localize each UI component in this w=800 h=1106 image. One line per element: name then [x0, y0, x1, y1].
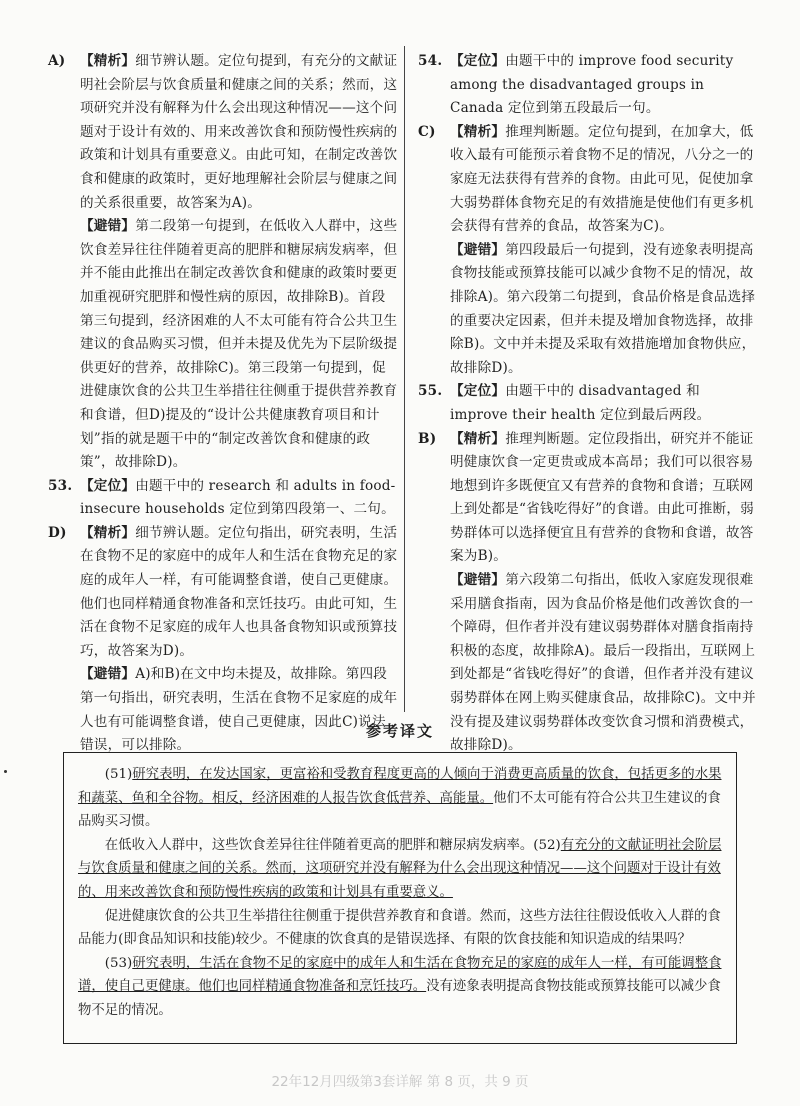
answer-d-avoid	[48, 663, 398, 757]
analysis-text: 细节辨认题。定位句指出，研究表明，生活在食物不足的家庭中的成年人和生活在食物充足的家庭的成年人一样，有可能调整食谱，使自己更健康。他们也同样精通食物准备和烹饪技巧。由此可知，生活在食物不足家庭的成年人也具备食物知识或预算技巧，故答案为D)。	[80, 524, 398, 659]
answer-letter: C)	[418, 123, 436, 140]
sentence-mark: (51)	[104, 767, 133, 782]
avoid-text: 第二段第一句提到，在低收入人群中，这些饮食差异往往伴随着更高的肥胖和糖尿病发病率，但并不能由此推出在制定改善饮食和健康的政策时要更加重视研究肥胖和慢性病的原因，故排除B)。首段第三句提到，经济困难的人不太可能有符合公共卫生建议的食品购买习惯，但并未提及优先为下层阶级提供更好的营养，故排除C)。第三段第一句提到，促进健康饮食的公共卫生举措往往侧重于提供营养教育和食谱，但D)提及的“设计公共健康教育项目和计划”指的就是题干中的“制定改善饮食和健康的政策”，故排除D)。	[80, 218, 398, 471]
locate-text: 由题干中的 improve food security among the disadvantaged groups in Canada 定位到第五段最后一句。	[450, 53, 734, 117]
answer-c-avoid	[418, 239, 758, 381]
translation-paragraph-4	[78, 952, 722, 1023]
question-53-locate	[48, 475, 398, 522]
locate-text: 由题干中的 research 和 adults in food-insecure households 定位到第四段第一、二句。	[80, 477, 396, 518]
answer-a-analysis	[48, 50, 398, 215]
avoid-tag: 【避错】	[80, 218, 136, 235]
analysis-tag: 【精析】	[80, 53, 136, 69]
column-divider	[404, 46, 405, 712]
plain-text: 没有迹象表明提高食物技能或预算技能可以减少食物不足的情况。	[78, 979, 721, 1018]
answer-c-analysis	[418, 121, 758, 239]
question-number: 54.	[418, 53, 443, 69]
page-footer: 22年12月四级第3套详解 第 8 页，共 9 页	[271, 1074, 529, 1090]
analysis-text: 细节辨认题。定位句提到，有充分的文献证明社会阶层与饮食质量和健康之间的关系；然而，这项研究并没有解释为什么会出现这种情况——这个问题对于设计有效的、用来改善饮食和预防慢性疾病的政策和计划具有重要意义。由此可知，在制定改善饮食和健康的政策时，更好地理解社会阶层与健康之间的关系很重要，故答案为A)。	[80, 53, 398, 211]
translation-paragraph-2	[78, 834, 722, 905]
plain-text: 在低收入人群中，这些饮食差异往往伴随着更高的肥胖和糖尿病发病率。	[104, 837, 534, 853]
question-55-locate	[418, 380, 758, 427]
sentence-mark: (52)	[533, 837, 561, 853]
right-column	[418, 50, 758, 758]
analysis-text: 推理判断题。定位段指出，研究并不能证明健康饮食一定更贵或成本高昂；我们可以很容易地想到许多既便宜又有营养的食物和食谱；互联网上到处都是“省钱吃得好”的食谱。由此可推断，弱势群体可以选择便宜且有营养的食物和食谱，故答案为B)。	[450, 430, 754, 565]
answer-letter: A)	[48, 53, 66, 69]
answer-b-analysis	[418, 428, 758, 570]
answer-a-avoid	[48, 215, 398, 475]
translation-box	[63, 752, 737, 1044]
underlined-text: 研究表明，在发达国家，更富裕和受教育程度更高的人倾向于消费更高质量的饮食，包括更多的水果和蔬菜、鱼和全谷物。相反，经济困难的人报告饮食低营养、高能量。	[78, 767, 722, 806]
underlined-text: 研究表明，生活在食物不足的家庭中的成年人和生活在食物充足的家庭的成年人一样，有可能调整食谱，使自己更健康。他们也同样精通食物准备和烹饪技巧。	[78, 955, 722, 995]
avoid-tag: 【避错】	[450, 572, 506, 589]
analysis-tag: 【精析】	[80, 524, 136, 541]
underlined-text: 有充分的文献证明社会阶层与饮食质量和健康之间的关系。然而，这项研究并没有解释为什么会出现这种情况——这个问题对于设计有效的、用来改善饮食和预防慢性疾病的政策和计划具有重要意义。	[78, 837, 722, 900]
left-column	[48, 50, 398, 758]
avoid-tag: 【避错】	[80, 666, 136, 683]
avoid-tag: 【避错】	[450, 241, 506, 258]
translation-heading: 参考译文	[365, 722, 434, 740]
answer-letter: D)	[48, 524, 67, 541]
avoid-text: A)和B)在文中均未提及，故排除。第四段第一句指出，研究表明，生活在食物不足家庭的成年人也有可能调整食谱，使自己更健康，因此C)说法错误，可以排除。	[80, 666, 398, 754]
locate-tag: 【定位】	[450, 53, 506, 69]
question-54-locate	[418, 50, 758, 121]
plain-text: 他们不太可能有符合公共卫生建议的食品购买习惯。	[78, 790, 721, 830]
translation-paragraph-1	[78, 763, 722, 834]
answer-letter: B)	[418, 430, 437, 447]
locate-tag: 【定位】	[80, 477, 136, 494]
answer-d-analysis	[48, 522, 398, 664]
analysis-text: 推理判断题。定位句提到，在加拿大，低收入最有可能预示着食物不足的情况，八分之一的家庭无法获得有营养的食物。由此可见，促使加拿大弱势群体食物充足的有效措施是使他们有更多机会获得有营养的食品，故答案为C)。	[450, 123, 754, 235]
avoid-text: 第四段最后一句提到，没有迹象表明提高食物技能或预算技能可以减少食物不足的情况，故排除A)。第六段第二句提到，食品价格是食品选择的重要决定因素，但并未提及增加食物选择，故排除B)。文中并未提及采取有效措施增加食物供应，故排除D)。	[450, 241, 756, 376]
translation-paragraph-3: 促进健康饮食的公共卫生举措往往侧重于提供营养教育和食谱。然而，这些方法往往假设低收入人群的食品能力(即食品知识和技能)较少。不健康的饮食真的是错误选择、有限的饮食技能和知识造成的结果吗？	[78, 908, 721, 948]
locate-tag: 【定位】	[450, 383, 506, 400]
question-number: 55.	[418, 383, 443, 400]
sentence-mark: (53)	[104, 955, 133, 971]
locate-text: 由题干中的 disadvantaged 和 improve their health 定位到最后两段。	[450, 383, 711, 423]
margin-dot	[4, 770, 7, 773]
analysis-tag: 【精析】	[450, 430, 506, 447]
analysis-tag: 【精析】	[450, 123, 506, 140]
question-number: 53.	[48, 477, 73, 494]
avoid-text: 第六段第二句指出，低收入家庭发现很难采用膳食指南，因为食品价格是他们改善饮食的一个障碍，但作者并没有建议弱势群体对膳食指南持积极的态度，故排除A)。最后一段指出，互联网上到处都是“省钱吃得好”的食谱，但作者并没有建议弱势群体在网上购买健康食品，故排除C)。文中并没有提及建议弱势群体改变饮食习惯和消费模式，故排除D)。	[450, 572, 756, 754]
